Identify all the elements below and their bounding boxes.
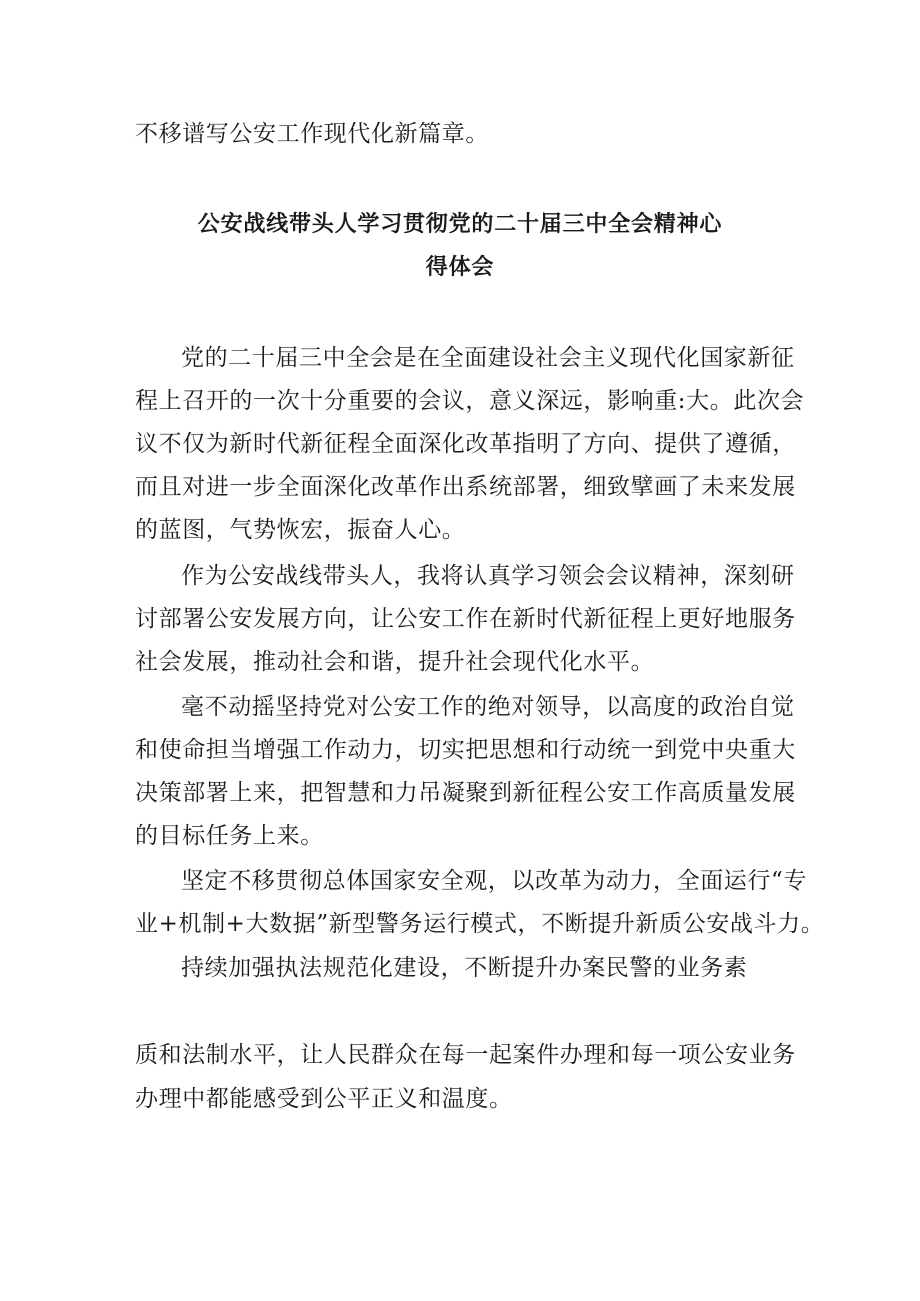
paragraph-1-line: 党的二十届三中全会是在全面建设社会主义现代化国家新征: [181, 345, 795, 371]
paragraph-4-line: 坚定不移贯彻总体国家安全观，以改革为动力，全面运行“专: [181, 868, 807, 894]
paragraph-2-line: 作为公安战线带头人，我将认真学习领会会议精神，深刻研: [181, 563, 795, 589]
article-title: 公安战线带头人学习贯彻党的二十届三中全会精神心: [197, 212, 723, 237]
paragraph-3-line: 和使命担当增强工作动力，切实把思想和行动统一到党中央重大: [135, 737, 796, 763]
paragraph-5-line: 质和法制水平，让人民群众在每一起案件办理和每一项公安业务: [135, 1042, 796, 1068]
paragraph-2-line: 讨部署公安发展方向，让公安工作在新时代新征程上更好地服务: [135, 606, 796, 632]
article-title-continued: 得体会: [425, 255, 495, 280]
paragraph-1-line: 而且对进一步全面深化改革作出系统部署，细致擘画了未来发展: [135, 474, 796, 500]
paragraph-5-line: 持续加强执法规范化建设，不断提升办案民警的业务素: [181, 955, 748, 981]
paragraph-5-line: 办理中都能感受到公平正义和温度。: [135, 1086, 513, 1112]
paragraph-3-line: 的目标任务上来。: [135, 823, 324, 849]
paragraph-1-line: 的蓝图，气势恢宏，振奋人心。: [135, 517, 466, 543]
paragraph-1-line: 程上召开的一次十分重要的会议，意义深远，影响重:大。此次会: [135, 388, 805, 414]
paragraph-1-line: 议不仅为新时代新征程全面深化改革指明了方向、提供了遵循，: [135, 431, 796, 457]
paragraph-4-line: 业+机制+大数据”新型警务运行模式，不断提升新质公安战斗力。: [135, 911, 825, 937]
lead-text-line: 不移谱写公安工作现代化新篇章。: [135, 121, 489, 147]
paragraph-2-line: 社会发展，推动社会和谐，提升社会现代化水平。: [135, 649, 655, 675]
paragraph-3-line: 决策部署上来，把智慧和力吊凝聚到新征程公安工作高质量发展: [135, 780, 796, 806]
paragraph-3-line: 毫不动摇坚持党对公安工作的绝对领导，以高度的政治自觉: [181, 694, 795, 720]
